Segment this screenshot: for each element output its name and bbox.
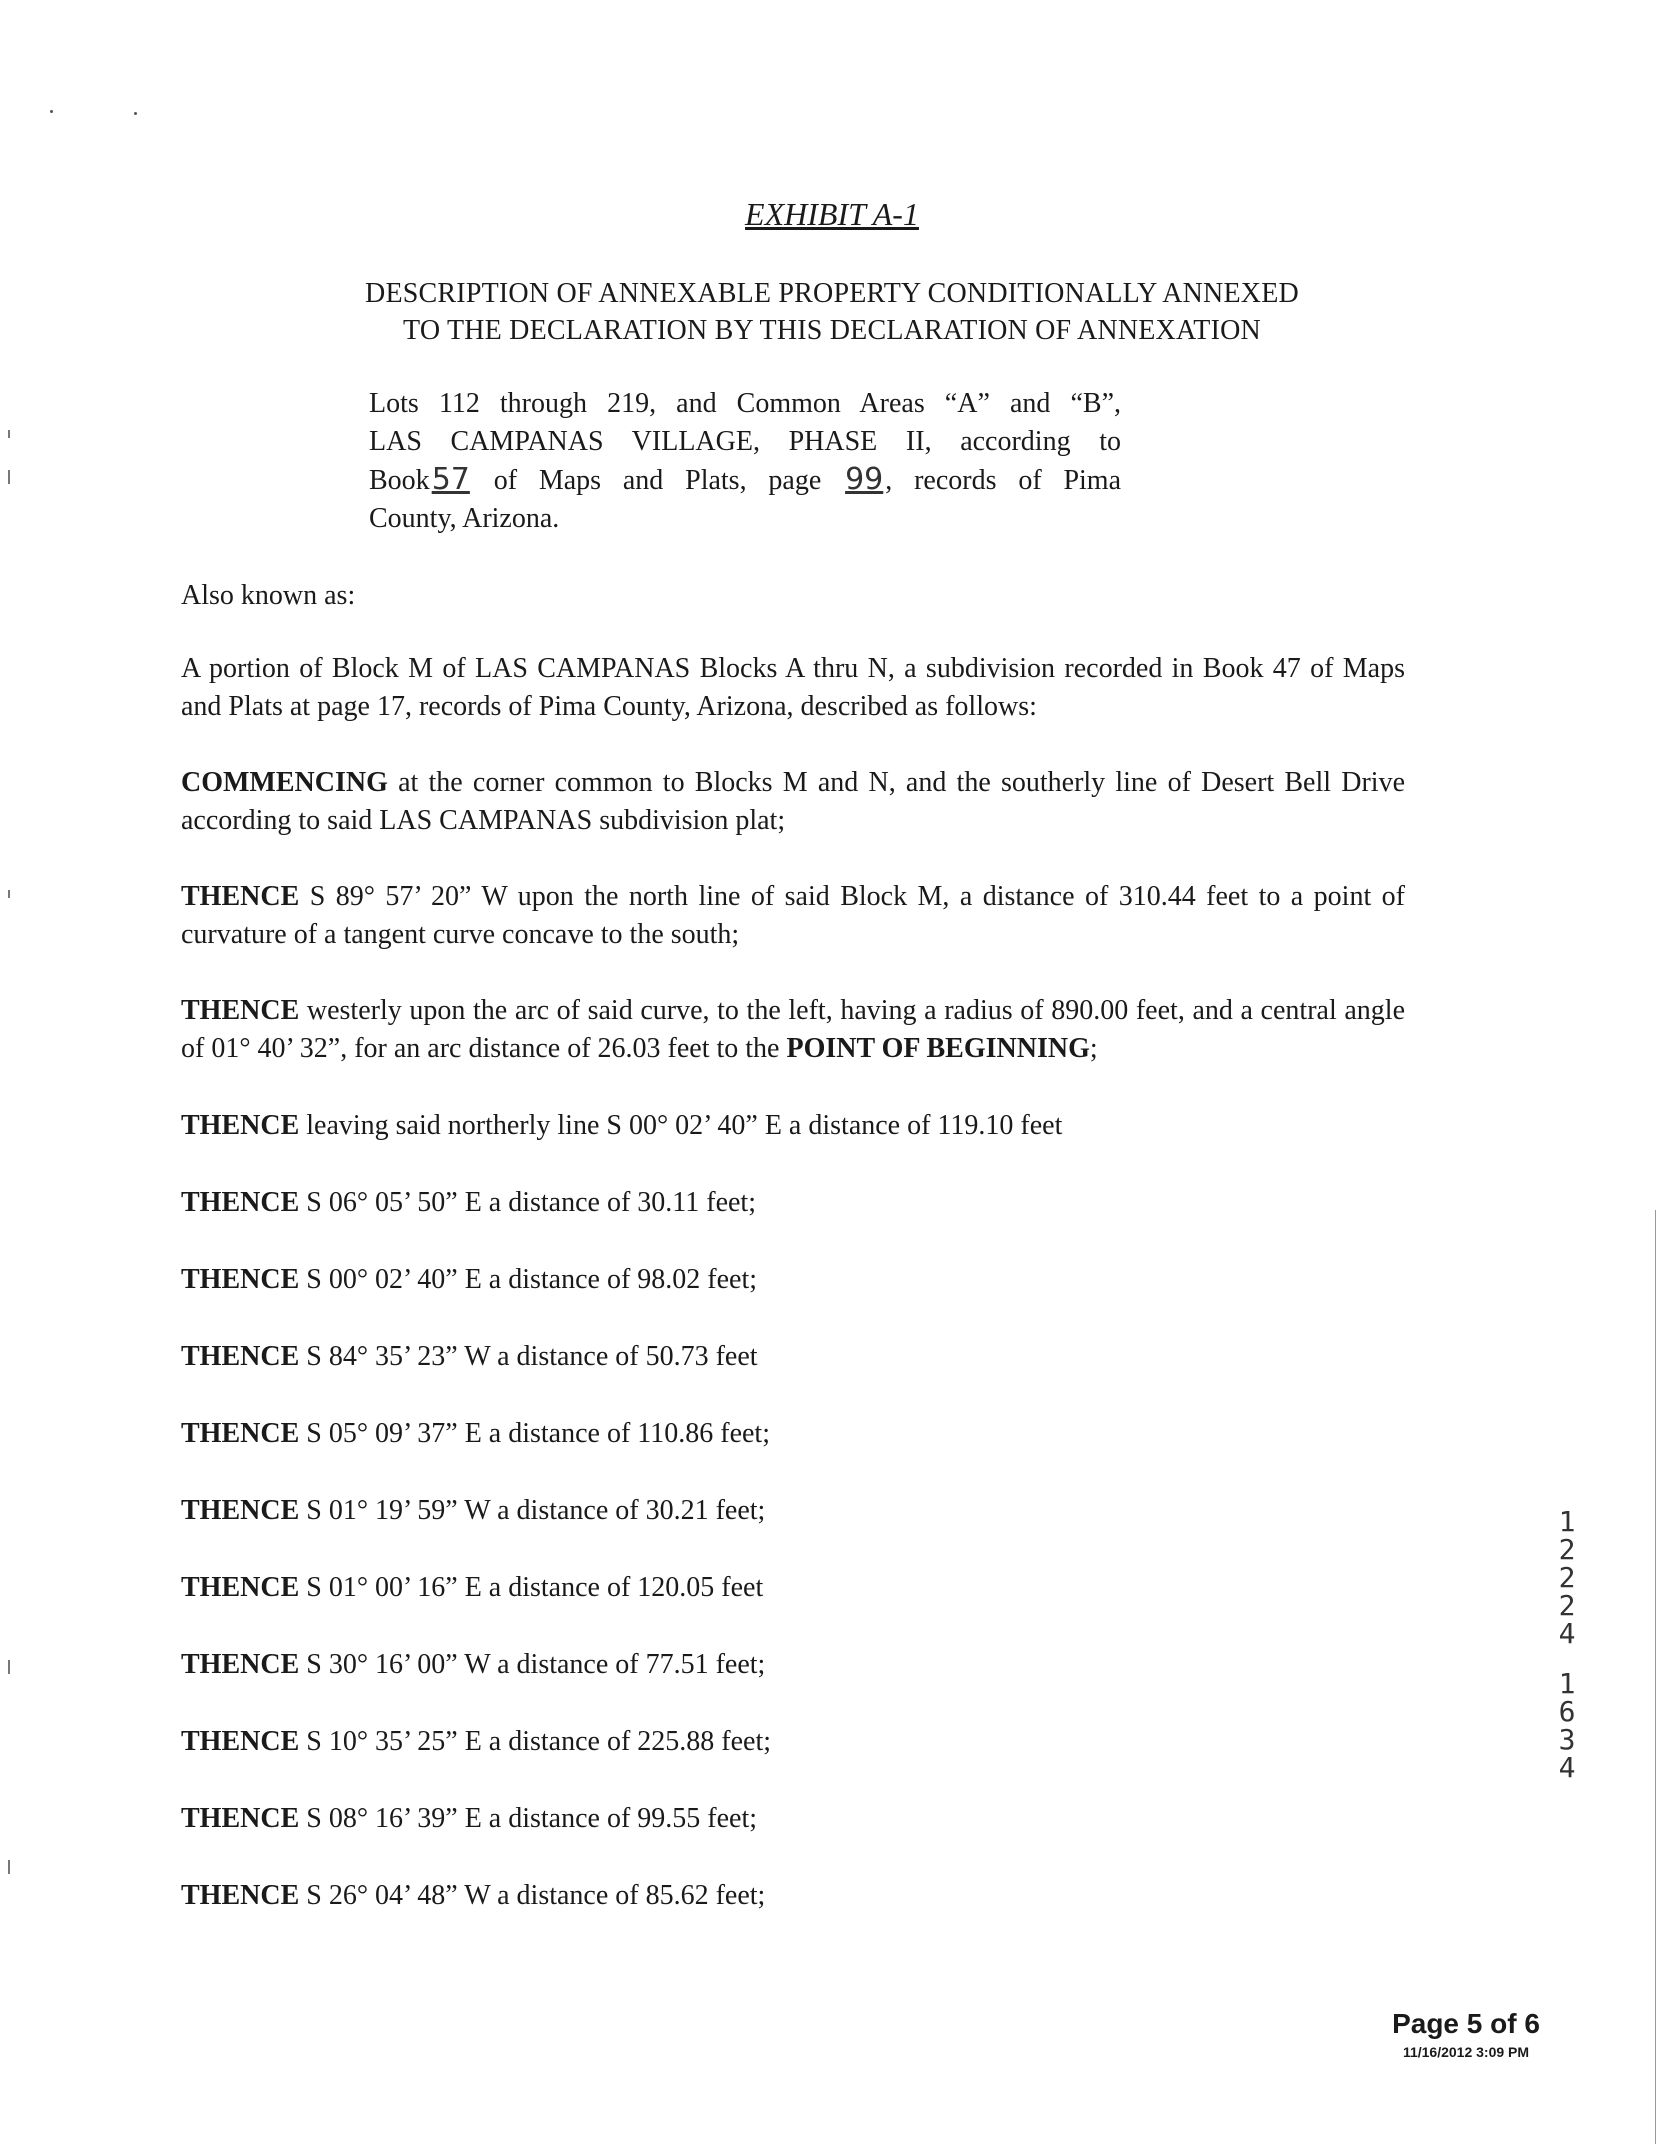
stamp-digit: 2 [1558, 1589, 1576, 1622]
call-row [181, 1261, 1405, 1299]
call-row [181, 1107, 1405, 1145]
thence-keyword: THENCE [181, 1803, 300, 1834]
scan-speck [50, 110, 53, 113]
document-heading [0, 275, 1664, 349]
thence-text: westerly upon the arc of said curve, to the left, having a radius of 890.00 feet, and a central angle of 01° 40’ 32”, for an arc distance of 26.03 feet to the [181, 995, 1405, 1064]
thence-keyword: THENCE [181, 1418, 300, 1449]
heading-line-1: DESCRIPTION OF ANNEXABLE PROPERTY CONDITIONALLY ANNEXED [365, 278, 1299, 309]
records-label: , records of Pima [885, 465, 1122, 496]
scan-edge-mark [8, 470, 10, 484]
print-timestamp: 11/16/2012 3:09 PM [1402, 2044, 1530, 2060]
stamp-digit: 1 [1558, 1667, 1576, 1700]
scan-edge-mark [8, 1660, 10, 1674]
thence-keyword: THENCE [181, 1880, 300, 1911]
point-of-beginning: POINT OF BEGINNING [786, 1033, 1090, 1064]
scan-edge-mark [1655, 1210, 1656, 2144]
legal-description [369, 385, 1121, 538]
stamp-digit: 4 [1558, 1617, 1576, 1650]
call-text: S 01° 00’ 16” E a distance of 120.05 feet [299, 1572, 764, 1603]
thence-keyword: THENCE [181, 1187, 300, 1218]
call-row [181, 1800, 1405, 1838]
legal-line-3 [369, 461, 1121, 500]
legal-line-1: Lots 112 through 219, and Common Areas “A” and “B”, [369, 388, 1121, 419]
call-text: S 30° 16’ 00” W a distance of 77.51 feet; [299, 1649, 766, 1680]
thence-keyword: THENCE [181, 1572, 300, 1603]
legal-line-2: LAS CAMPANAS VILLAGE, PHASE II, according to [369, 426, 1121, 457]
page-number: Page 5 of 6 [1392, 2008, 1540, 2039]
thence-keyword: THENCE [181, 995, 300, 1026]
call-text: S 05° 09’ 37” E a distance of 110.86 feet; [299, 1418, 770, 1449]
scan-edge-mark [8, 890, 10, 898]
thence-paragraph-1 [181, 878, 1405, 954]
stamp-digit: 4 [1558, 1751, 1576, 1784]
also-known-as: Also known as: [181, 580, 356, 611]
call-text: leaving said northerly line S 00° 02’ 40” E a distance of 119.10 feet [299, 1110, 1063, 1141]
call-row [181, 1646, 1405, 1684]
commencing-paragraph [181, 764, 1405, 840]
portion-paragraph: A portion of Block M of LAS CAMPANAS Blocks A thru N, a subdivision recorded in Book 47 of Maps and Plats at page 17, records of Pima County, Arizona, described as follows: [181, 653, 1405, 722]
stamp-digit: 2 [1558, 1561, 1576, 1594]
thence-end: ; [1089, 1033, 1098, 1064]
thence-keyword: THENCE [181, 1264, 300, 1295]
scan-edge-mark [8, 430, 10, 438]
call-text: S 26° 04’ 48” W a distance of 85.62 feet; [299, 1880, 766, 1911]
legal-line-4: County, Arizona. [369, 503, 560, 534]
commencing-keyword: COMMENCING [181, 767, 388, 798]
thence-keyword: THENCE [181, 1110, 300, 1141]
stamp-digit: 6 [1558, 1695, 1576, 1728]
book-label: Book [369, 465, 430, 496]
call-text: S 01° 19’ 59” W a distance of 30.21 feet; [299, 1495, 766, 1526]
thence-keyword: THENCE [181, 881, 300, 912]
commencing-text: at the corner common to Blocks M and N, and the southerly line of Desert Bell Drive according to said LAS CAMPANAS subdivision plat; [181, 767, 1405, 836]
stamp-digit: 1 [1558, 1505, 1576, 1538]
call-text: S 84° 35’ 23” W a distance of 50.73 feet [299, 1341, 758, 1372]
exhibit-title: EXHIBIT A-1 [745, 196, 919, 232]
thence-keyword: THENCE [181, 1495, 300, 1526]
thence-paragraph-2 [181, 992, 1405, 1068]
call-row [181, 1877, 1405, 1915]
scan-edge-mark [8, 1860, 10, 1874]
handwritten-page-number: 99 [845, 462, 884, 497]
call-text: S 10° 35’ 25” E a distance of 225.88 feet; [299, 1726, 772, 1757]
call-row [181, 1569, 1405, 1607]
call-row [181, 1492, 1405, 1530]
recording-stamp [1555, 1505, 1579, 1784]
heading-line-2: TO THE DECLARATION BY THIS DECLARATION OF ANNEXATION [403, 315, 1261, 346]
scan-speck [134, 112, 137, 115]
thence-keyword: THENCE [181, 1341, 300, 1372]
call-text: S 08° 16’ 39” E a distance of 99.55 feet; [299, 1803, 758, 1834]
thence-keyword: THENCE [181, 1649, 300, 1680]
stamp-digit: 3 [1558, 1723, 1576, 1756]
call-row [181, 1723, 1405, 1761]
call-row [181, 1338, 1405, 1376]
thence-text: S 89° 57’ 20” W upon the north line of said Block M, a distance of 310.44 feet to a point of curvature of a tangent curve concave to the south; [181, 881, 1405, 950]
call-row [181, 1184, 1405, 1222]
call-text: S 06° 05’ 50” E a distance of 30.11 feet; [299, 1187, 756, 1218]
stamp-digit: 2 [1558, 1533, 1576, 1566]
maps-plats-label: of Maps and Plats, page [493, 465, 822, 496]
call-text: S 00° 02’ 40” E a distance of 98.02 feet; [299, 1264, 758, 1295]
handwritten-book-number: 57 [431, 462, 470, 497]
call-row [181, 1415, 1405, 1453]
thence-keyword: THENCE [181, 1726, 300, 1757]
